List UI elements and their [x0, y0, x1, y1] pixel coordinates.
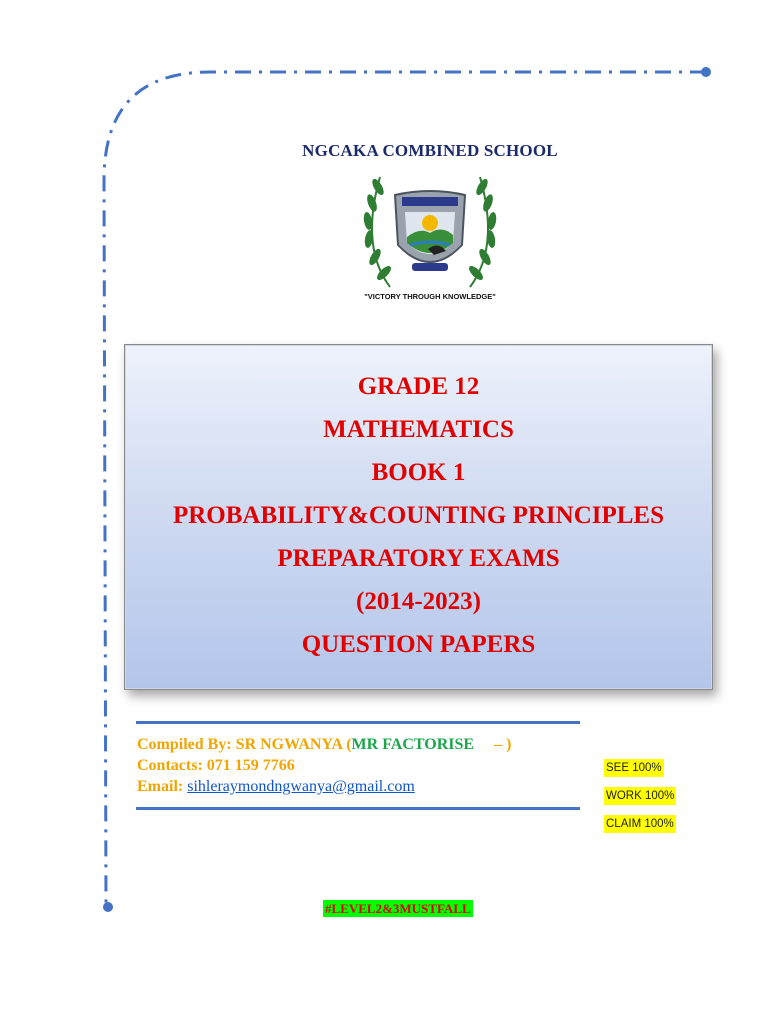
- tag-work: WORK 100%: [604, 787, 676, 805]
- title-topic: PROBABILITY&COUNTING PRINCIPLES: [172, 502, 665, 529]
- title-exam-type: PREPARATORY EXAMS: [277, 545, 560, 572]
- title-paper-type: QUESTION PAPERS: [301, 631, 536, 658]
- title-lines: [125, 365, 712, 666]
- border-end-dot-top: [701, 67, 711, 77]
- sun-icon: [422, 215, 438, 231]
- email-label: Email:: [137, 778, 188, 795]
- school-crest-logo: [350, 167, 510, 307]
- credits-block: [137, 734, 511, 797]
- compiled-by-alias: MR FACTORISE: [351, 736, 475, 753]
- compiled-by-label: Compiled By: SR NGWANYA (: [137, 736, 352, 753]
- title-box: [124, 344, 713, 690]
- email-link[interactable]: sihleraymondngwanya@gmail.com: [187, 778, 415, 795]
- compiled-by-line: [137, 734, 511, 755]
- credits-rule-top: [136, 721, 580, 724]
- tag-see: SEE 100%: [604, 759, 664, 777]
- school-motto: "VICTORY THROUGH KNOWLEDGE": [364, 292, 496, 301]
- title-years: (2014-2023): [356, 588, 481, 615]
- compiled-by-tail: – ): [494, 736, 512, 753]
- hashtag: #LEVEL2&3MUSTFALL: [325, 901, 471, 916]
- email-line: [137, 776, 511, 797]
- credits-rule-bottom: [136, 807, 580, 810]
- title-subject: MATHEMATICS: [323, 416, 514, 443]
- school-name: NGCAKA COMBINED SCHOOL: [302, 141, 558, 160]
- title-book: BOOK 1: [371, 459, 466, 486]
- tag-claim: CLAIM 100%: [604, 815, 676, 833]
- contacts-line: Contacts: 071 159 7766: [137, 757, 295, 774]
- border-end-dot-bottom: [103, 902, 113, 912]
- title-grade: GRADE 12: [357, 373, 480, 400]
